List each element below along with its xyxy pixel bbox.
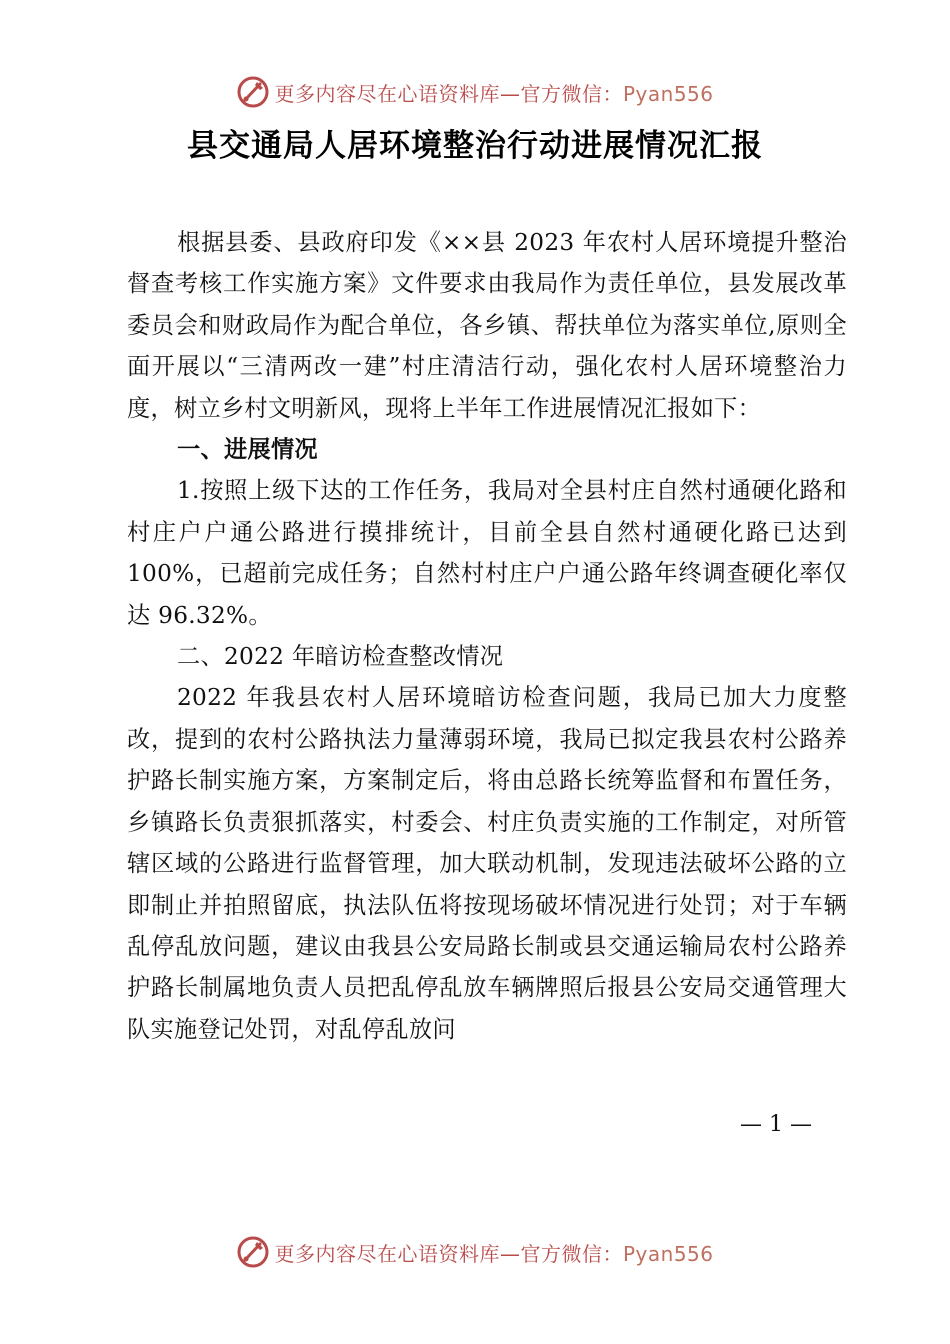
paragraph-progress-1: 1.按照上级下达的工作任务，我局对全县村庄自然村通硬化路和村庄户户通公路进行摸排统计，目前全县自然村通硬化路已达到 100%，已超前完成任务；自然村村庄户户通公路年终调查硬化率仅达 96.32%。: [127, 477, 847, 629]
watermark-footer: [0, 1234, 950, 1270]
watermark-text: 更多内容尽在心语资料库—官方微信：: [274, 81, 623, 106]
brush-logo-icon: [236, 75, 270, 109]
document-title: 县交通局人居环境整治行动进展情况汇报: [187, 128, 763, 164]
paragraph-intro: 根据县委、县政府印发《××县 2023 年农村人居环境提升整治督查考核工作实施方案》文件要求由我局作为责任单位，县发展改革委员会和财政局作为配合单位，各乡镇、帮扶单位为落实单位,原则全面开展以“三清两改一建”村庄清洁行动，强化农村人居环境整治力度，树立乡村文明新风，现将上半年工作进展情况汇报如下：: [127, 229, 847, 422]
watermark-text: 更多内容尽在心语资料库—官方微信：: [274, 1241, 623, 1266]
watermark-header: [0, 74, 950, 110]
heading-rectification: 二、2022 年暗访检查整改情况: [177, 643, 504, 671]
document-body: [127, 222, 847, 1050]
watermark-wechat-id: Pyan556: [622, 81, 714, 106]
paragraph-rectification: 2022 年我县农村人居环境暗访检查问题，我局已加大力度整改，提到的农村公路执法力量薄弱环境，我局已拟定我县农村公路养护路长制实施方案，方案制定后，将由总路长统筹监督和布置任务，乡镇路长负责狠抓落实，村委会、村庄负责实施的工作制定，对所管辖区域的公路进行监督管理，加大联动机制，发现违法破坏公路的立即制止并拍照留底，执法队伍将按现场破坏情况进行处罚；对于车辆乱停乱放问题，建议由我县公安局路长制或县交通运输局农村公路养护路长制属地负责人员把乱停乱放车辆牌照后报县公安局交通管理大队实施登记处罚，对乱停乱放问: [127, 684, 847, 1043]
brush-logo-icon: [236, 1235, 270, 1269]
page-number: — 1 —: [740, 1112, 812, 1137]
watermark-wechat-id: Pyan556: [622, 1241, 714, 1266]
heading-progress: 一、进展情况: [177, 436, 318, 464]
